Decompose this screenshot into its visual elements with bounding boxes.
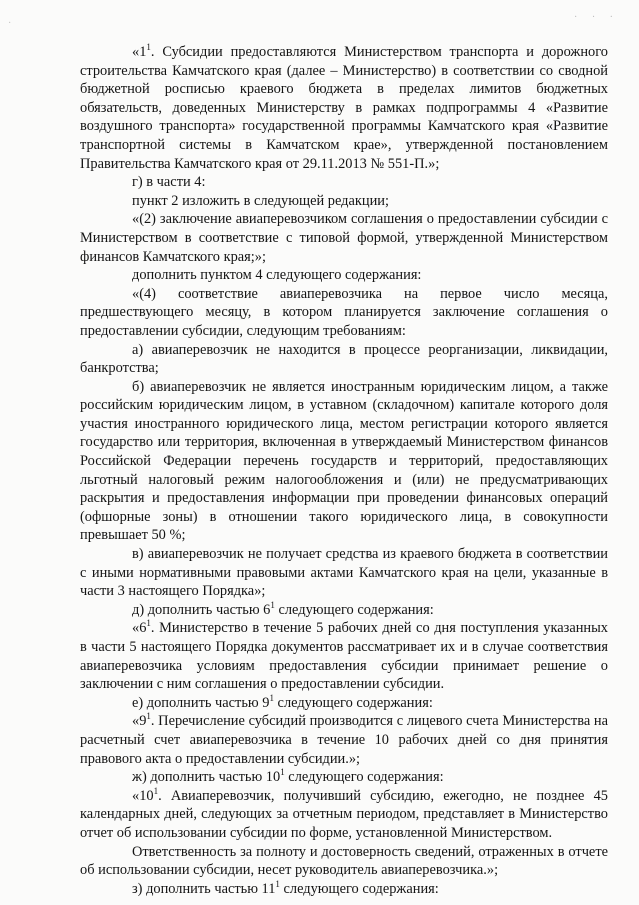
document-body <box>80 43 608 898</box>
scan-speck: · <box>8 18 12 29</box>
paragraph: в) авиаперевозчик не получает средства из краевого бюджета в соответствии с иными нормативными правовыми актами Камчатского края на цели, указанные в части 3 настоящего Порядка»; <box>80 546 608 600</box>
paragraph: «$10^1$. Авиаперевозчик, получивший субсидию, ежегодно, не позднее 45 календарных дней, следующих за отчетным периодом, представляет в Министерство отчет об использовании субсидии по форме, установленной Министерством. <box>80 785 608 841</box>
paragraph: дополнить пунктом 4 следующего содержания: <box>132 267 422 284</box>
paragraph: «(2) заключение авиаперевозчиком соглашения о предоставлении субсидии с Министерством в соответствие с типовой формой, утвержденной Министерством финансов Камчатского края;»; <box>80 211 608 265</box>
paragraph: а) авиаперевозчик не находится в процессе реорганизации, ликвидации, банкротства; <box>80 341 608 377</box>
paragraph: е) дополнить частью $9^1$ следующего содержания: <box>132 692 433 711</box>
paragraph: «$9^1$. Перечисление субсидий производится с лицевого счета Министерства на расчетный счет авиаперевозчика в течение 10 рабочих дней со дня принятия правового акта о предоставлении субсидии.»; <box>80 711 608 767</box>
paragraph: д) дополнить частью $6^1$ следующего содержания: <box>132 600 434 618</box>
paragraph: Ответственность за полноту и достоверность сведений, отраженных в отчете об использовании субсидии, несет руководитель авиаперевозчика.»; <box>80 843 608 879</box>
paragraph: «(4) соответствие авиаперевозчика на первое число месяца, предшествующего месяцу, в котором планируется заключение соглашения о предоставлении субсидии, следующим требованиям: <box>80 285 608 339</box>
paragraph: з) дополнить частью $11^1$ следующего содержания: <box>132 878 439 897</box>
paragraph: «$6^1$. Министерство в течение 5 рабочих дней со дня поступления указанных в части 5 настоящего Порядка документов рассматривает их и в случае соответствия авиаперевозчика условиям предоставления субсидии принимает решение о заключении с ним соглашения о предоставлении субсидии. <box>80 618 608 693</box>
paragraph: пункт 2 изложить в следующей редакции; <box>132 192 389 209</box>
paragraph: ж) дополнить частью $10^1$ следующего содержания: <box>132 767 444 786</box>
paragraph: б) авиаперевозчик не является иностранным юридическим лицом, а также российским юридическим лицом, в уставном (складочном) капитале которого доля участия иностранного юридического лица, местом регистрации которого является государство или территория, включенная в утверждаемый Министерством финансов Российской Федерации перечень государств и территорий, предоставляющих льготный налоговый режим налогообложения и (или) не предусматривающих раскрытия и предоставления информации при проведении финансовых операций (офшорные зоны) в отношении такого юридического лица, в совокупности превышает 50 %; <box>80 378 608 544</box>
paragraph: г) в части 4: <box>132 174 206 191</box>
paragraph: «$1^1$. Субсидии предоставляются Министерством транспорта и дорожного строительства Камчатского края (далее – Министерство) в соответствии со сводной бюджетной росписью краевого бюджета в пределах лимитов бюджетных обязательств, доведенных Министерству в рамках подпрограммы 4 «Развитие воздушного транспорта» государственной программы Камчатского края «Развитие транспортной системы в Камчатском крае», утвержденной постановлением Правительства Камчатского края от 29.11.2013 № 551-П.»; <box>80 42 608 172</box>
scan-specks: · · · <box>574 12 619 23</box>
